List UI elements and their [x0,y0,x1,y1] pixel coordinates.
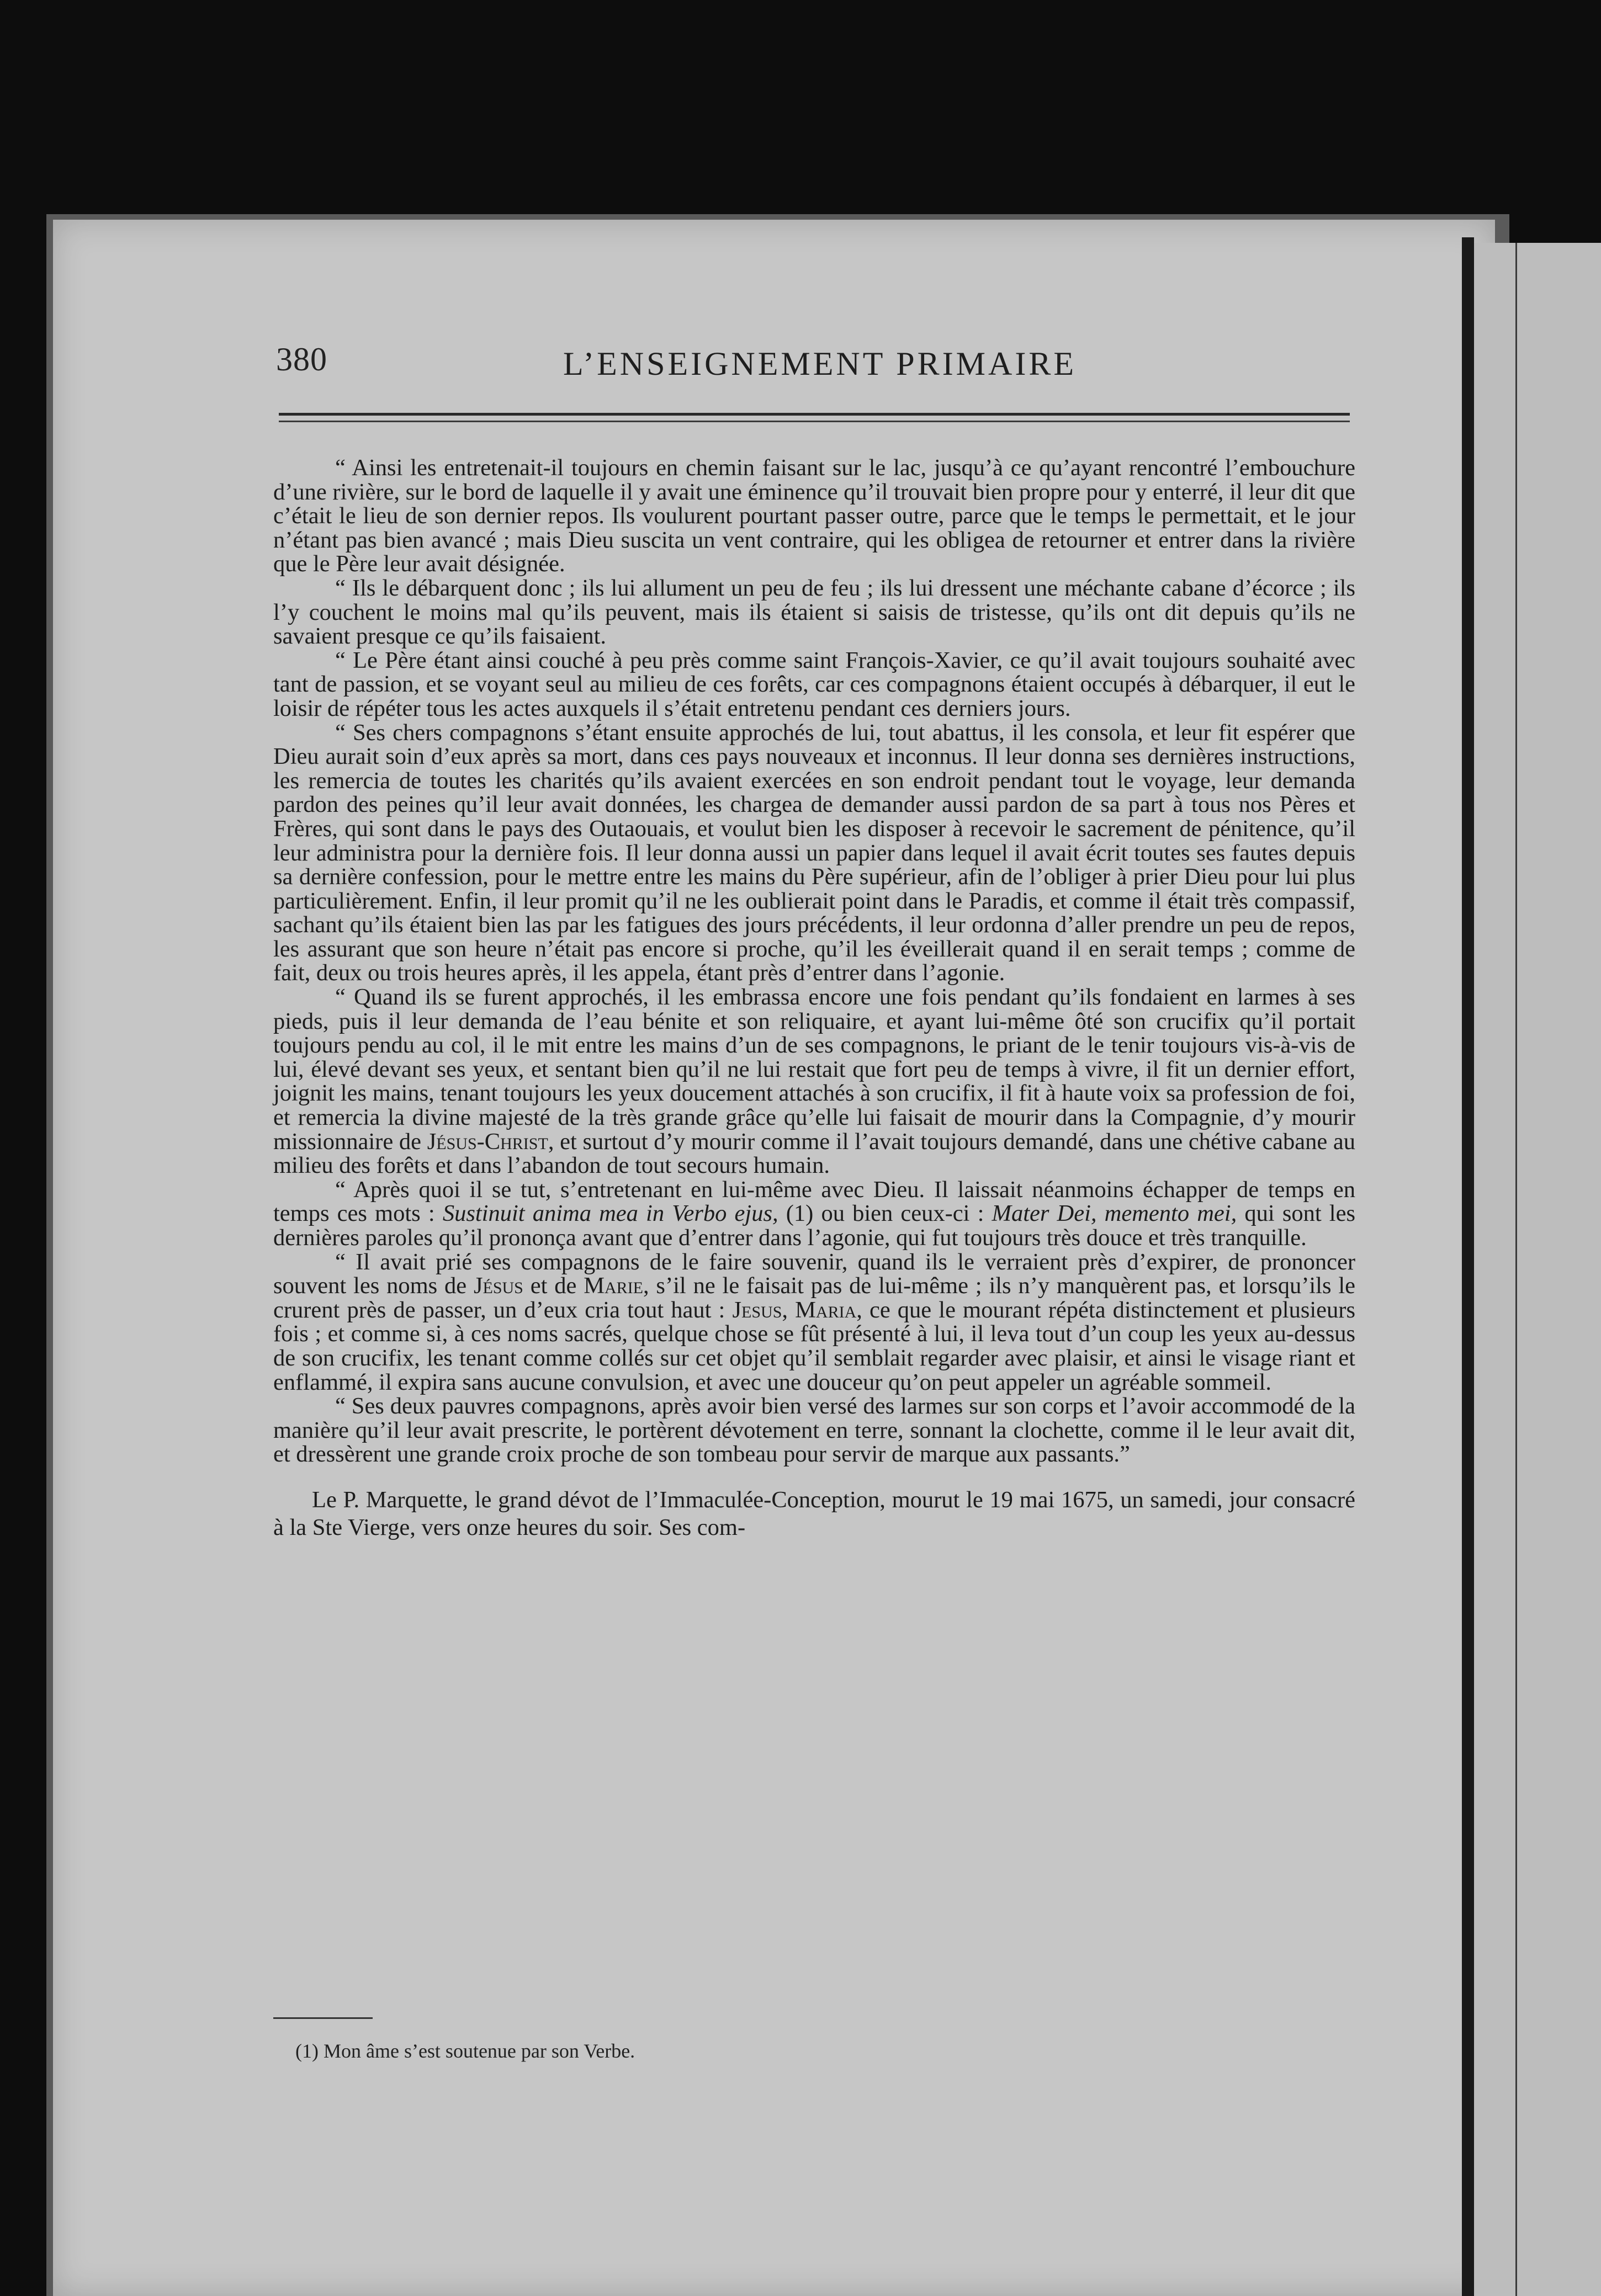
paragraph-4: “ Ses chers compagnons s’étant ensuite approchés de lui, tout abattus, il les consola, et leur fit espérer que Dieu aurait soin d’eux après sa mort, dans ces pays nouveaux et inconnus. Il leur donna ses dernières instructions, les remercia de toutes les charités qu’ils avaient exercées en son endroit pendant tout le voyage, leur demanda pardon des peines qu’il leur avait données, les chargea de demander aussi pardon de sa part à tous nos Pères et Frères, qui sont dans le pays des Outaouais, et voulut bien les disposer à recevoir le sacrement de pénitence, qu’il leur administra pour la dernière fois. Il leur donna aussi un papier dans lequel il avait écrit toutes ses fautes depuis sa dernière confession, pour le mettre entre les mains du Père supérieur, afin de l’obliger à prier Dieu pour lui plus particulièrement. Enfin, il leur promit qu’il ne les oublierait point dans le Paradis, et comme il était très compassif, sachant qu’ils étaient bien las par les fatigues des jours précédents, il leur ordonna d’aller prendre un peu de repos, les assurant que son heure n’était pas encore si proche, qu’il les éveillerait quand il en serait temps ; comme de fait, deux ou trois heures après, il les appela, étant près d’entrer dans l’agonie. [273,719,1355,986]
paragraph-1: “ Ainsi les entretenait-il toujours en chemin faisant sur le lac, jusqu’à ce qu’ayant rencontré l’embouchure d’une rivière, sur le bord de laquelle il y avait une éminence qu’il trouvait bien propre pour y enterré, il leur dit que c’était le lieu de son dernier repos. Ils voulurent pourtant passer outre, parce que le temps le permettait, et le jour n’étant pas bien avancé ; mais Dieu suscita un vent contraire, qui les obligea de retourner et entrer dans la rivière que le Père leur avait désignée. [273,455,1355,577]
paragraph-9: Le P. Marquette, le grand dévot de l’Immaculée-Conception, mourut le 19 mai 1675, un samedi, jour consacré à la Ste Vierge, vers onze heures du soir. Ses com- [273,1486,1355,1540]
paragraph-7 [273,1250,1355,1395]
latin-quote-2: Mater Dei, memento mei, [992,1200,1237,1227]
paragraph-5-text-a: “ Quand ils se furent approchés, il les embrassa encore une fois pendant qu’ils fondaient en larmes à ses pieds, puis il leur demanda de l’eau bénite et son reliquaire, et ayant lui-même ôté son crucifix qu’il portait toujours pendu au col, il le mit entre les mains d’un de ses compagnons, le priant de le tenir toujours vis-à-vis de lui, élevé devant ses yeux, et sentant bien qu’il ne lui restait que fort peu de temps à vivre, il fit un dernier effort, joignit les mains, tenant toujours les yeux doucement attachés à son crucifix, il fit à haute voix sa profession de foi, et remercia la divine majesté de la très grande grâce qu’elle lui faisait de mourir dans la Compagnie, d’y mourir missionnaire de [273,984,1355,1155]
name-jesus: Jésus [473,1273,523,1299]
paragraph-7-text-a: “ Il avait prié ses compagnons de le faire souvenir, quand ils le verraient près d’expirer, de prononcer souvent les noms de [273,1248,1355,1299]
paragraph-5 [273,985,1355,1178]
paragraph-7-text-c: , s’il ne le faisait pas de lui-même ; ils n’y manquèrent pas, et lorsqu’ils le crurent près de passer, un d’eux cria tout haut : [273,1273,1356,1323]
next-page-edge [1474,243,1601,2296]
paragraph-8: “ Ses deux pauvres compagnons, après avoir bien versé des larmes sur son corps et l’avoir accommodé de la manière qu’il leur avait prescrite, le portèrent dévotement en terre, sonnant la clochette, comme il le leur avait dit, et dressèrent une grande croix proche de son tombeau pour servir de marque aux passants.” [273,1393,1355,1468]
book-gutter [1462,237,1474,2296]
running-title: L’ENSEIGNEMENT PRIMAIRE [563,346,1077,382]
header-rule-thick [279,413,1350,416]
page-header [276,317,1349,389]
name-marie: Marie [584,1273,643,1299]
paragraph-2: “ Ils le débarquent donc ; ils lui allument un peu de feu ; ils lui dressent une méchante cabane d’écorce ; ils l’y couchent le moins mal qu’ils peuvent, mais ils étaient si saisis de tristesse, qu’ils ont dit depuis qu’ils ne savaient presque ce qu’ils faisaient. [273,575,1355,650]
next-page-fold-line [1515,243,1517,2296]
paragraph-3: “ Le Père étant ainsi couché à peu près comme saint François-Xavier, ce qu’il avait toujours souhaité avec tant de passion, et se voyant seul au milieu de ces forêts, car ces compagnons étaient occupés à débarquer, il eut le loisir de répéter tous les actes auxquels il s’était entretenu pendant ces derniers jours. [273,647,1355,721]
footnote: (1) Mon âme s’est soutenue par son Verbe. [295,2040,635,2062]
body-text [273,456,1355,1542]
name-jesus-christ: Jésus-Christ [427,1128,548,1155]
page-number: 380 [276,341,327,378]
paragraph-6-text-a: “ Après quoi il se tut, s’entretenant en lui-même avec Dieu. Il laissait néanmoins échapper de temps en temps ces mots : [273,1176,1355,1227]
paragraph-5-text-b: , et surtout d’y mourir comme il l’avait toujours demandé, dans une chétive cabane au milieu des forêts et dans l’abandon de tout secours humain. [273,1128,1356,1179]
paragraph-6-text-c: qui sont les dernières paroles qu’il prononça avant que d’entrer dans l’agonie, qui fut toujours très douce et très tranquille. [273,1200,1356,1251]
paragraph-7-text-b: et de [530,1273,577,1299]
footnote-rule [273,2017,373,2019]
paragraph-7-text-d: , ce que le mourant répéta distinctement et plusieurs fois ; et comme si, à ces noms sacrés, quelque chose se fût présenté à lui, il leva tout d’un coup les yeux au-dessus de son crucifix, les tenant comme collés sur cet objet qu’il semblait regarder avec plaisir, et ainsi le visage riant et enflammé, il expira sans aucune convulsion, et avec une douceur qu’on peut appeler un agréable sommeil. [273,1296,1355,1395]
header-rule-thin [279,421,1350,422]
cry-jesus-maria: Jesus, Maria [732,1296,857,1323]
paragraph-6 [273,1178,1355,1250]
paragraph-6-text-b: (1) ou bien ceux-ci : [786,1200,984,1227]
latin-quote-1: Sustinuit anima mea in Verbo ejus, [442,1200,778,1227]
